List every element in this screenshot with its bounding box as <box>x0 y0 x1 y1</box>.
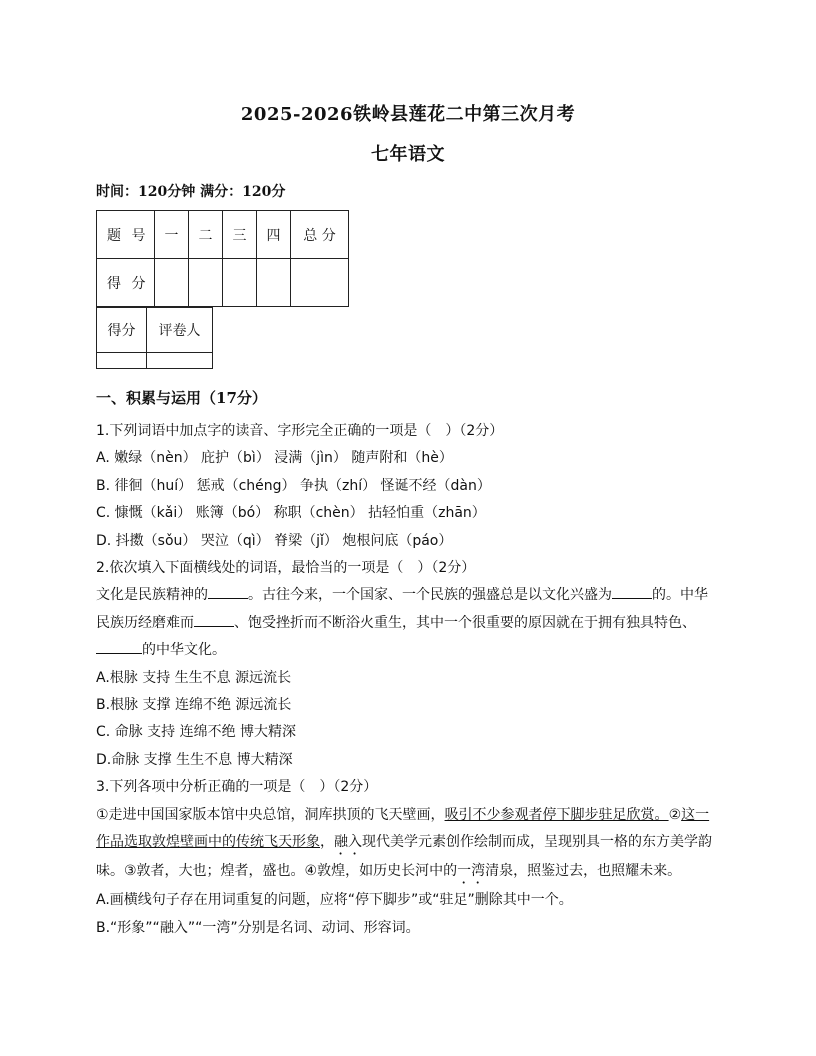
exam-title: 2025-2026铁岭县莲花二中第三次月考 <box>240 104 576 125</box>
passage-text: 现代美学元素创作绘制而成，呈现别具一格的东方美学韵味。③敦者，大也；煌者，盛也。④敦煌，如历史长河中的 <box>96 834 712 880</box>
score-cell <box>189 259 223 307</box>
question-3-stem: 3.下列各项中分析正确的一项是（ ）（2分） <box>96 779 378 796</box>
passage-text: 、饱受挫折而不断浴火重生，其中一个很重要的原因就在于拥有独具特色、 <box>234 614 696 631</box>
score-table <box>96 210 349 307</box>
score-cell <box>291 259 349 307</box>
passage-text: 的中华文化。 <box>142 642 226 659</box>
passage-text: 的。中华民族历经磨难而 <box>96 587 708 631</box>
dotted-word: 融入 <box>334 834 362 851</box>
question-2-passage <box>96 582 720 664</box>
grader-table-header-cell: 评卷人 <box>147 308 213 353</box>
question-1-option-d: D. 抖擞（sǒu） 哭泣（qì） 脊梁（jǐ） 炮根问底（páo） <box>96 532 453 549</box>
fill-blank <box>96 639 142 654</box>
score-table-header-cell: 二 <box>189 211 223 259</box>
underlined-sentence: 吸引不少参观者停下脚步驻足欣赏。 <box>444 806 669 823</box>
passage-text: 清泉，照鉴过去，也照耀未来。 <box>485 863 682 880</box>
passage-text: ， <box>320 834 334 851</box>
passage-text: ② <box>668 806 682 823</box>
score-table-header-cell: 三 <box>223 211 257 259</box>
underlined-sentence: 这一作品选取敦煌壁画中的传统飞天形象 <box>96 806 710 851</box>
question-1-option-c: C. 慷慨（kǎi） 账簿（bó） 称职（chèn） 拈轻怕重（zhān） <box>96 505 486 522</box>
fill-blank <box>208 584 248 599</box>
passage-text: 文化是民族精神的 <box>96 587 208 604</box>
question-3-option-a: A.画横线句子存在用词重复的问题，应将“停下脚步”或“驻足”删除其中一个。 <box>96 892 573 909</box>
question-2-option-a: A.根脉 支持 生生不息 源远流长 <box>96 669 292 686</box>
grader-table-header-cell: 得分 <box>97 308 147 353</box>
question-2-option-c: C. 命脉 支持 连绵不绝 博大精深 <box>96 724 297 741</box>
questions-body <box>96 418 720 942</box>
question-2-stem: 2.依次填入下面横线处的词语，最恰当的一项是（ ）（2分） <box>96 560 476 577</box>
grader-cell <box>147 353 213 369</box>
question-1-stem: 1.下列词语中加点字的读音、字形完全正确的一项是（ ）（2分） <box>96 423 504 439</box>
question-3-passage <box>96 802 720 887</box>
question-2-option-d: D.命脉 支撑 生生不息 博大精深 <box>96 751 293 768</box>
question-1-option-b: B. 徘徊（huí） 惩戒（chéng） 争执（zhí） 怪诞不经（dàn） <box>96 477 491 494</box>
fill-blank <box>612 584 652 599</box>
dotted-word: 一湾 <box>457 863 486 880</box>
fill-blank <box>194 612 234 627</box>
grader-cell <box>97 353 147 369</box>
grader-table <box>96 307 213 369</box>
passage-text: 。古往今来，一个国家、一个民族的强盛总是以文化兴盛为 <box>248 587 612 604</box>
question-1-option-a: A. 嫩绿（nèn） 庇护（bì） 浸满（jìn） 随声附和（hè） <box>96 450 453 467</box>
question-2-option-b: B.根脉 支撑 连绵不绝 源远流长 <box>96 697 292 714</box>
question-3-option-b: B.“形象”“融入”“一湾”分别是名词、动词、形容词。 <box>96 919 420 936</box>
score-cell <box>155 259 189 307</box>
section-heading: 一、积累与运用（17分） <box>96 389 267 407</box>
score-table-header-cell: 题 号 <box>97 211 155 259</box>
passage-text: ①走进中国国家版本馆中央总馆，洞库拱顶的飞天壁画， <box>96 806 445 823</box>
score-table-header-cell: 总 分 <box>291 211 349 259</box>
exam-subtitle: 七年语文 <box>371 144 445 165</box>
score-row-label: 得 分 <box>97 259 155 307</box>
exam-meta: 时间：120分钟 满分：120分 <box>96 184 286 200</box>
score-table-header-cell: 四 <box>257 211 291 259</box>
score-cell <box>223 259 257 307</box>
score-table-header-cell: 一 <box>155 211 189 259</box>
score-cell <box>257 259 291 307</box>
